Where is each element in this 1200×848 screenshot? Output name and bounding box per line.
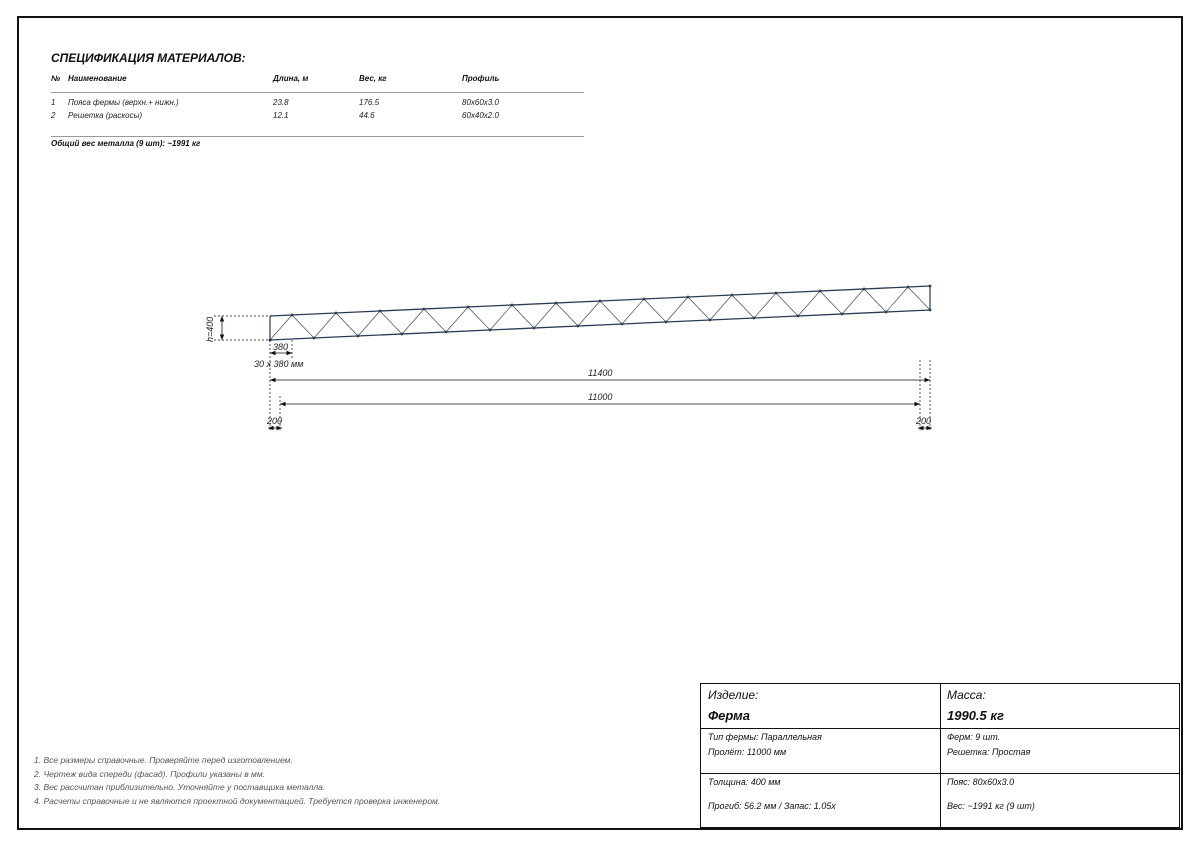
lattice-diagonal [710,295,732,320]
note-1: 1. Все размеры справочные. Проверяйте перед изготовлением. [34,755,293,765]
truss-type: Тип фермы: Параллельная [708,732,822,742]
lattice-diagonal [644,299,666,322]
truss-node [467,306,470,309]
truss-node [335,312,338,315]
overall-label: 11400 [588,368,613,378]
span-label: 11000 [588,392,613,402]
height-label: h=400 [205,316,215,342]
lattice-diagonal [292,315,314,338]
right-support-label: 200 [916,416,932,426]
note-3: 3. Вес рассчитан приблизительно. Уточняйте у поставщика металла. [34,782,326,792]
truss-node [863,288,866,291]
spec-cell: 23.8 [273,98,289,107]
truss-span: Пролёт: 11000 мм [708,747,787,757]
lattice-diagonal [336,313,358,336]
truss-lattice: Решетка: Простая [947,747,1031,757]
mass-label: Масса: [947,688,986,702]
title-block-divider [940,684,941,827]
lattice-diagonal [776,293,798,316]
truss-node [313,337,316,340]
truss-node [423,308,426,311]
panels-label: 30 x 380 мм [254,359,304,369]
title-block-row-line [701,728,1179,729]
lattice-diagonal [732,295,754,318]
lattice-diagonal [402,309,424,334]
spec-cell: 1 [51,98,56,107]
title-block-row-line [701,773,1179,774]
truss-node [731,294,734,297]
lattice-diagonal [666,297,688,322]
truss-node [709,319,712,322]
truss-node [445,331,448,334]
truss-node [885,311,888,314]
title-block [700,683,1180,828]
truss-thickness: Толщина: 400 мм [708,777,781,787]
truss-node [555,302,558,305]
lattice-diagonal [490,305,512,330]
spec-header-name: Наименование [68,74,127,83]
lattice-diagonal [534,303,556,328]
truss-chord: Пояс: 80x60x3.0 [947,777,1015,787]
lattice-diagonal [820,291,842,314]
truss-geometry [269,285,932,342]
truss-node [489,329,492,332]
spec-cell: 80x60x3.0 [462,98,499,107]
spec-cell: 44.6 [359,111,375,120]
spec-cell: Пояса фермы (верхн.+ нижн.) [68,98,179,107]
truss-node [929,309,932,312]
lattice-diagonal [270,315,292,340]
truss-node [621,323,624,326]
lattice-diagonal [622,299,644,324]
truss-node [907,286,910,289]
truss-node [775,292,778,295]
spec-header-no: № [51,74,61,83]
lattice-diagonal [798,291,820,316]
lattice-diagonal [556,303,578,326]
lattice-diagonal [578,301,600,326]
lattice-diagonal [688,297,710,320]
spec-cell: 176.5 [359,98,380,107]
lattice-diagonal [424,309,446,332]
note-4: 4. Расчеты справочные и не являются проектной документацией. Требуется проверка инженером. [34,796,441,806]
truss-node [357,335,360,338]
panel-label: 380 [273,342,289,352]
product-value: Ферма [708,708,750,723]
spec-header-profile: Профиль [462,74,500,83]
note-2: 2. Чертеж вида спереди (фасад). Профили указаны в мм. [34,769,266,779]
truss-node [665,321,668,324]
lattice-diagonal [512,305,534,328]
truss-node [819,290,822,293]
lattice-diagonal [446,307,468,332]
spec-cell: 12.1 [273,111,289,120]
truss-node [929,285,932,288]
spec-cell: 2 [51,111,56,120]
lattice-diagonal [864,289,886,312]
truss-node [379,310,382,313]
truss-node [753,317,756,320]
mass-value: 1990.5 кг [947,708,1004,723]
spec-header-length: Длина, м [273,74,309,83]
truss-node [401,333,404,336]
lattice-diagonal [754,293,776,318]
truss-count: Ферм: 9 шт. [947,732,1001,742]
bottom-chord [270,310,930,340]
truss-weight: Вес: ~1991 кг (9 шт) [947,801,1035,811]
truss-node [797,315,800,318]
lattice-diagonal [380,311,402,334]
lattice-diagonal [886,287,908,312]
truss-node [511,304,514,307]
lattice-diagonal [842,289,864,314]
spec-header-weight: Вес, кг [359,74,387,83]
spec-total: Общий вес металла (9 шт): ~1991 кг [51,139,201,148]
truss-node [687,296,690,299]
spec-cell: 60x40x2.0 [462,111,499,120]
truss-node [599,300,602,303]
product-label: Изделие: [708,688,759,702]
truss-node [577,325,580,328]
truss-node [291,314,294,317]
truss-deflection: Прогиб: 56.2 мм / Запас: 1.05x [708,801,836,811]
truss-node [533,327,536,330]
truss-node [841,313,844,316]
lattice-diagonal [358,311,380,336]
lattice-diagonal [314,313,336,338]
spec-cell: Решетка (раскосы) [68,111,143,120]
lattice-diagonal [600,301,622,324]
lattice-diagonal [908,287,930,310]
truss-node [643,298,646,301]
spec-title: СПЕЦИФИКАЦИЯ МАТЕРИАЛОВ: [51,51,246,65]
lattice-diagonal [468,307,490,330]
left-support-label: 200 [267,416,283,426]
